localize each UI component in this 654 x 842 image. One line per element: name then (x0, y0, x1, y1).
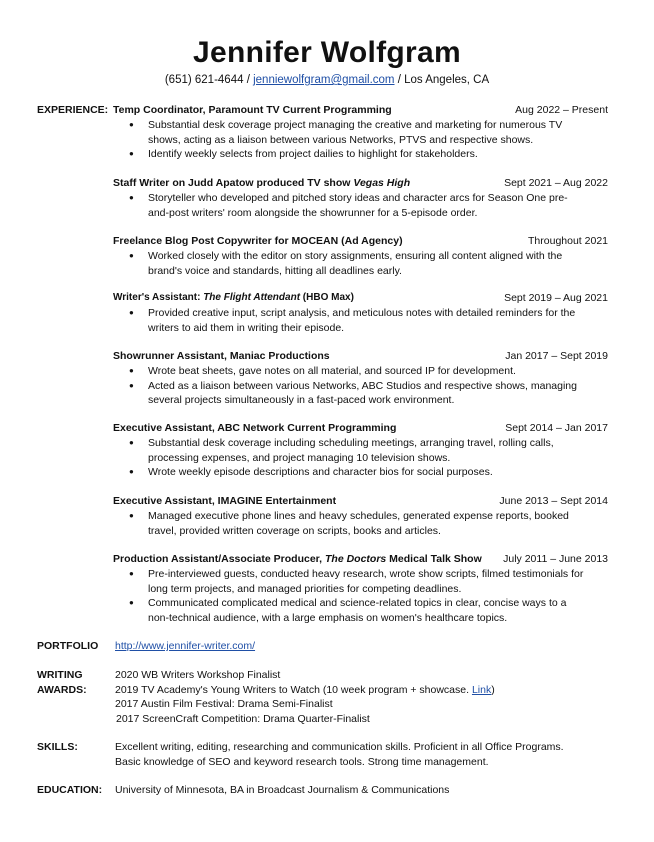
skills-label: SKILLS: (37, 741, 78, 753)
job-bullet: ● Wrote weekly episode descriptions and character bios for social purposes. (113, 465, 588, 480)
job-title: Freelance Blog Post Copywriter for MOCEAN (Ad Agency) (113, 235, 403, 247)
job-title-text: Writer's Assistant: (113, 292, 204, 303)
job-title-show: Vegas High (353, 177, 411, 189)
job-entry (113, 421, 608, 480)
job-title-show: The Flight Attendant (203, 292, 301, 303)
job-entry (113, 291, 608, 335)
award-item: 2017 Austin Film Festival: Drama Semi-Finalist (115, 698, 333, 710)
job-bullet: ● Managed executive phone lines and heavy schedules, generated expense reports, booked travel, provided written coverage on scripts, books and articles. (113, 509, 588, 538)
job-entry (113, 103, 608, 162)
skills-list (115, 740, 564, 769)
portfolio-label: PORTFOLIO (37, 640, 99, 652)
job-title-text: Staff Writer on Judd Apatow produced TV show (113, 177, 354, 189)
job-bullet: ● Pre-interviewed guests, conducted heavy research, wrote show scripts, filmed testimonials for long term projects, and managed priorities for competing deadlines. (113, 567, 588, 596)
job-entry (113, 176, 608, 220)
location: Los Angeles, CA (404, 74, 490, 86)
job-dates: Sept 2021 – Aug 2022 (504, 177, 608, 189)
award-text: 2019 TV Academy's Young Writers to Watch (10 week program + showcase. (115, 683, 472, 696)
job-title-show: The Doctors (325, 553, 387, 565)
job-entry (113, 234, 608, 278)
writing-label: WRITING (37, 669, 83, 681)
job-title: Executive Assistant, IMAGINE Entertainment (113, 495, 337, 507)
job-bullet: ● Provided creative input, script analysis, and meticulous notes with detailed reminders for the writers to aid them in writing their episode. (113, 306, 588, 335)
job-title-network: (HBO Max) (300, 292, 354, 303)
job-bullet: ● Wrote beat sheets, gave notes on all material, and sourced IP for development. (113, 364, 588, 379)
job-title: Temp Coordinator, Paramount TV Current Programming (113, 104, 392, 116)
job-title-text: Production Assistant/Associate Producer, (113, 553, 325, 565)
job-dates: Sept 2014 – Jan 2017 (505, 422, 608, 434)
job-dates: July 2011 – June 2013 (503, 553, 608, 565)
award-item: 2020 WB Writers Workshop Finalist (115, 669, 281, 681)
job-bullet: ● Identify weekly selects from project dailies to highlight for stakeholders. (113, 147, 588, 162)
skills-line: Basic knowledge of SEO and keyword research tools. Strong time management. (115, 755, 489, 768)
job-title (113, 552, 482, 566)
job-dates: Throughout 2021 (528, 235, 608, 247)
job-dates: June 2013 – Sept 2014 (499, 495, 608, 507)
award-close-paren: ) (491, 683, 495, 696)
separator: / (394, 74, 405, 86)
job-bullet: ● Communicated complicated medical and science-related topics in clear, concise ways to a non-technical audience, with a large emphasis on women's healthcare topics. (113, 596, 588, 625)
portfolio-link[interactable]: http://www.jennifer-writer.com/ (115, 640, 256, 652)
award-link[interactable]: Link (471, 683, 492, 696)
job-title-show-type: Medical Talk Show (386, 553, 482, 565)
job-title (113, 176, 410, 190)
phone: (651) 621-4644 (164, 74, 244, 86)
contact-line (0, 73, 654, 87)
job-title: Executive Assistant, ABC Network Current Programming (113, 422, 397, 434)
job-dates: Sept 2019 – Aug 2021 (504, 292, 608, 304)
portfolio-row (115, 639, 255, 654)
resume-name: Jennifer Wolfgram (193, 36, 461, 69)
separator: / (243, 74, 254, 86)
job-entry (113, 494, 608, 538)
awards-list (115, 668, 495, 726)
job-bullet: ● Acted as a liaison between various Networks, ABC Studios and respective shows, managing several projects simultaneously in a fast-paced work environment. (113, 379, 588, 408)
experience-label: EXPERIENCE: (37, 104, 109, 116)
job-title (113, 291, 354, 305)
job-dates: Jan 2017 – Sept 2019 (505, 350, 608, 362)
job-bullet: ● Storyteller who developed and pitched story ideas and character arcs for Season One pre-and-post writers' room alongside the showrunner for a 5-episode order. (113, 191, 588, 220)
job-dates: Aug 2022 – Present (515, 104, 608, 116)
job-bullet: ● Worked closely with the editor on story assignments, ensuring all content aligned with the brand's voice and standards, hitting all deadlines early. (113, 249, 588, 278)
email-link[interactable]: jenniewolfgram@gmail.com (253, 74, 395, 86)
skills-line: Excellent writing, editing, researching and communication skills. Proficient in all Office Programs. (115, 741, 564, 753)
education-label: EDUCATION: (37, 784, 103, 796)
job-title: Showrunner Assistant, Maniac Productions (113, 350, 330, 362)
job-bullet: ● Substantial desk coverage including scheduling meetings, arranging travel, rolling calls, processing expenses, and project managing 10 television shows. (113, 436, 588, 465)
job-entry (113, 349, 608, 408)
job-bullet: ● Substantial desk coverage project managing the creative and marketing for numerous TV shows, acting as a liaison between various Networks, PTVS and respective shows. (113, 118, 588, 147)
education-text: University of Minnesota, BA in Broadcast Journalism & Communications (115, 784, 450, 796)
award-item (115, 683, 495, 698)
award-item: 2017 ScreenCraft Competition: Drama Quarter-Finalist (116, 712, 370, 725)
awards-label: AWARDS: (37, 684, 87, 696)
job-entry (113, 552, 608, 625)
